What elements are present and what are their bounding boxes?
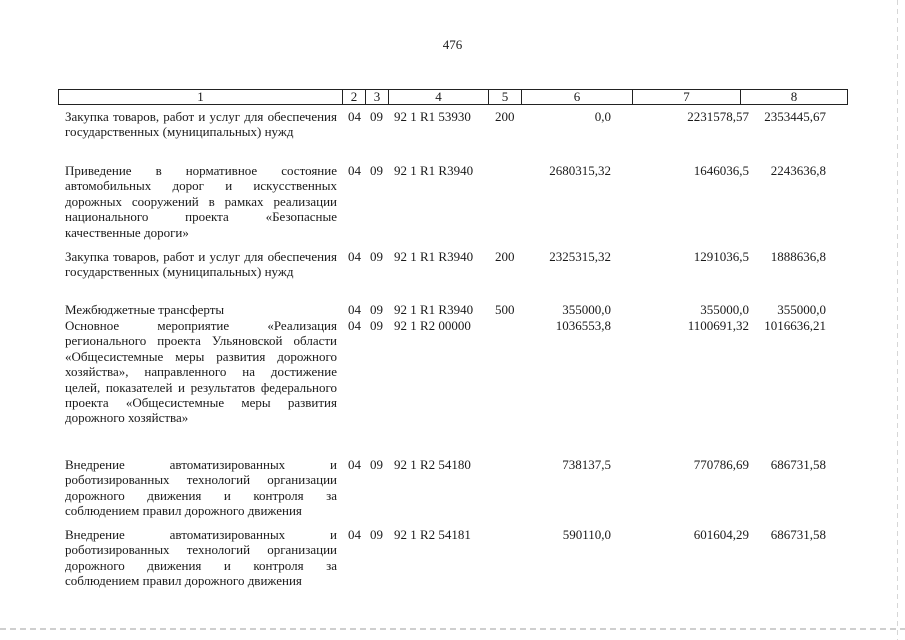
row-col-4: 92 1 R2 00000 — [394, 318, 471, 333]
row-col-3: 09 — [370, 318, 383, 333]
row-col-4: 92 1 R1 R3940 — [394, 249, 474, 264]
row-col-8: 686731,58 — [770, 527, 826, 542]
row-col-5: 200 — [495, 249, 515, 264]
header-cell-3: 3 — [366, 89, 389, 105]
header-cell-8: 8 — [741, 89, 848, 105]
header-cell-2: 2 — [343, 89, 366, 105]
scan-bottom-edge — [0, 628, 905, 630]
scan-right-edge — [897, 0, 898, 640]
row-col-3: 09 — [370, 527, 383, 542]
header-cell-6: 6 — [522, 89, 633, 105]
row-col-8: 1888636,8 — [770, 249, 826, 264]
row-col-2: 04 — [348, 163, 361, 178]
header-cell-7: 7 — [633, 89, 741, 105]
row-col-3: 09 — [370, 302, 383, 317]
row-col-5: 200 — [495, 109, 515, 124]
row-col-6: 2325315,32 — [549, 249, 611, 264]
row-description: Закупка товаров, работ и услуг для обеспечения государственных (муниципальных) нужд — [65, 249, 337, 280]
row-col-2: 04 — [348, 302, 361, 317]
row-col-8: 1016636,21 — [764, 318, 826, 333]
row-description: Закупка товаров, работ и услуг для обеспечения государственных (муниципальных) нужд — [65, 109, 337, 140]
header-cell-4: 4 — [389, 89, 489, 105]
row-col-7: 1100691,32 — [687, 318, 749, 333]
row-col-3: 09 — [370, 163, 383, 178]
row-description: Приведение в нормативное состояние автомобильных дорог и искусственных дорожных сооружений в рамках реализации национального проекта «Безопасные качественные дороги» — [65, 163, 337, 240]
page-number: 476 — [442, 37, 463, 52]
row-col-2: 04 — [348, 249, 361, 264]
row-col-7: 1291036,5 — [693, 249, 749, 264]
row-col-8: 2353445,67 — [764, 109, 826, 124]
row-col-6: 355000,0 — [562, 302, 611, 317]
row-col-6: 590110,0 — [562, 527, 611, 542]
row-col-8: 686731,58 — [770, 457, 826, 472]
row-col-3: 09 — [370, 457, 383, 472]
row-description: Основное мероприятие «Реализация регионального проекта Ульяновской области «Общесистемные меры развития дорожного хозяйства», направленного на достижение целей, показателей и результатов федерального проекта «Общесистемные меры развития дорожного хозяйства» — [65, 318, 337, 426]
row-col-7: 1646036,5 — [693, 163, 749, 178]
header-cell-5: 5 — [489, 89, 522, 105]
row-col-7: 355000,0 — [700, 302, 749, 317]
row-col-4: 92 1 R2 54181 — [394, 527, 471, 542]
row-col-2: 04 — [348, 109, 361, 124]
row-col-7: 601604,29 — [693, 527, 749, 542]
row-col-5: 500 — [495, 302, 515, 317]
row-description: Внедрение автоматизированных и роботизированных технологий организации дорожного движения и контроля за соблюдением правил дорожного движения — [65, 457, 337, 519]
row-description: Межбюджетные трансферты — [65, 302, 225, 317]
row-col-4: 92 1 R1 53930 — [394, 109, 471, 124]
row-col-3: 09 — [370, 109, 383, 124]
row-col-6: 0,0 — [594, 109, 611, 124]
row-col-6: 1036553,8 — [555, 318, 611, 333]
row-col-4: 92 1 R2 54180 — [394, 457, 471, 472]
row-col-6: 2680315,32 — [549, 163, 611, 178]
row-col-2: 04 — [348, 457, 361, 472]
row-description: Внедрение автоматизированных и роботизированных технологий организации дорожного движения и контроля за соблюдением правил дорожного движения — [65, 527, 337, 589]
row-col-4: 92 1 R1 R3940 — [394, 163, 474, 178]
row-col-2: 04 — [348, 318, 361, 333]
row-col-6: 738137,5 — [562, 457, 611, 472]
row-col-3: 09 — [370, 249, 383, 264]
row-col-2: 04 — [348, 527, 361, 542]
header-cell-1: 1 — [58, 89, 343, 105]
row-col-7: 770786,69 — [693, 457, 749, 472]
row-col-8: 355000,0 — [777, 302, 826, 317]
row-col-4: 92 1 R1 R3940 — [394, 302, 474, 317]
row-col-7: 2231578,57 — [687, 109, 749, 124]
row-col-8: 2243636,8 — [770, 163, 826, 178]
